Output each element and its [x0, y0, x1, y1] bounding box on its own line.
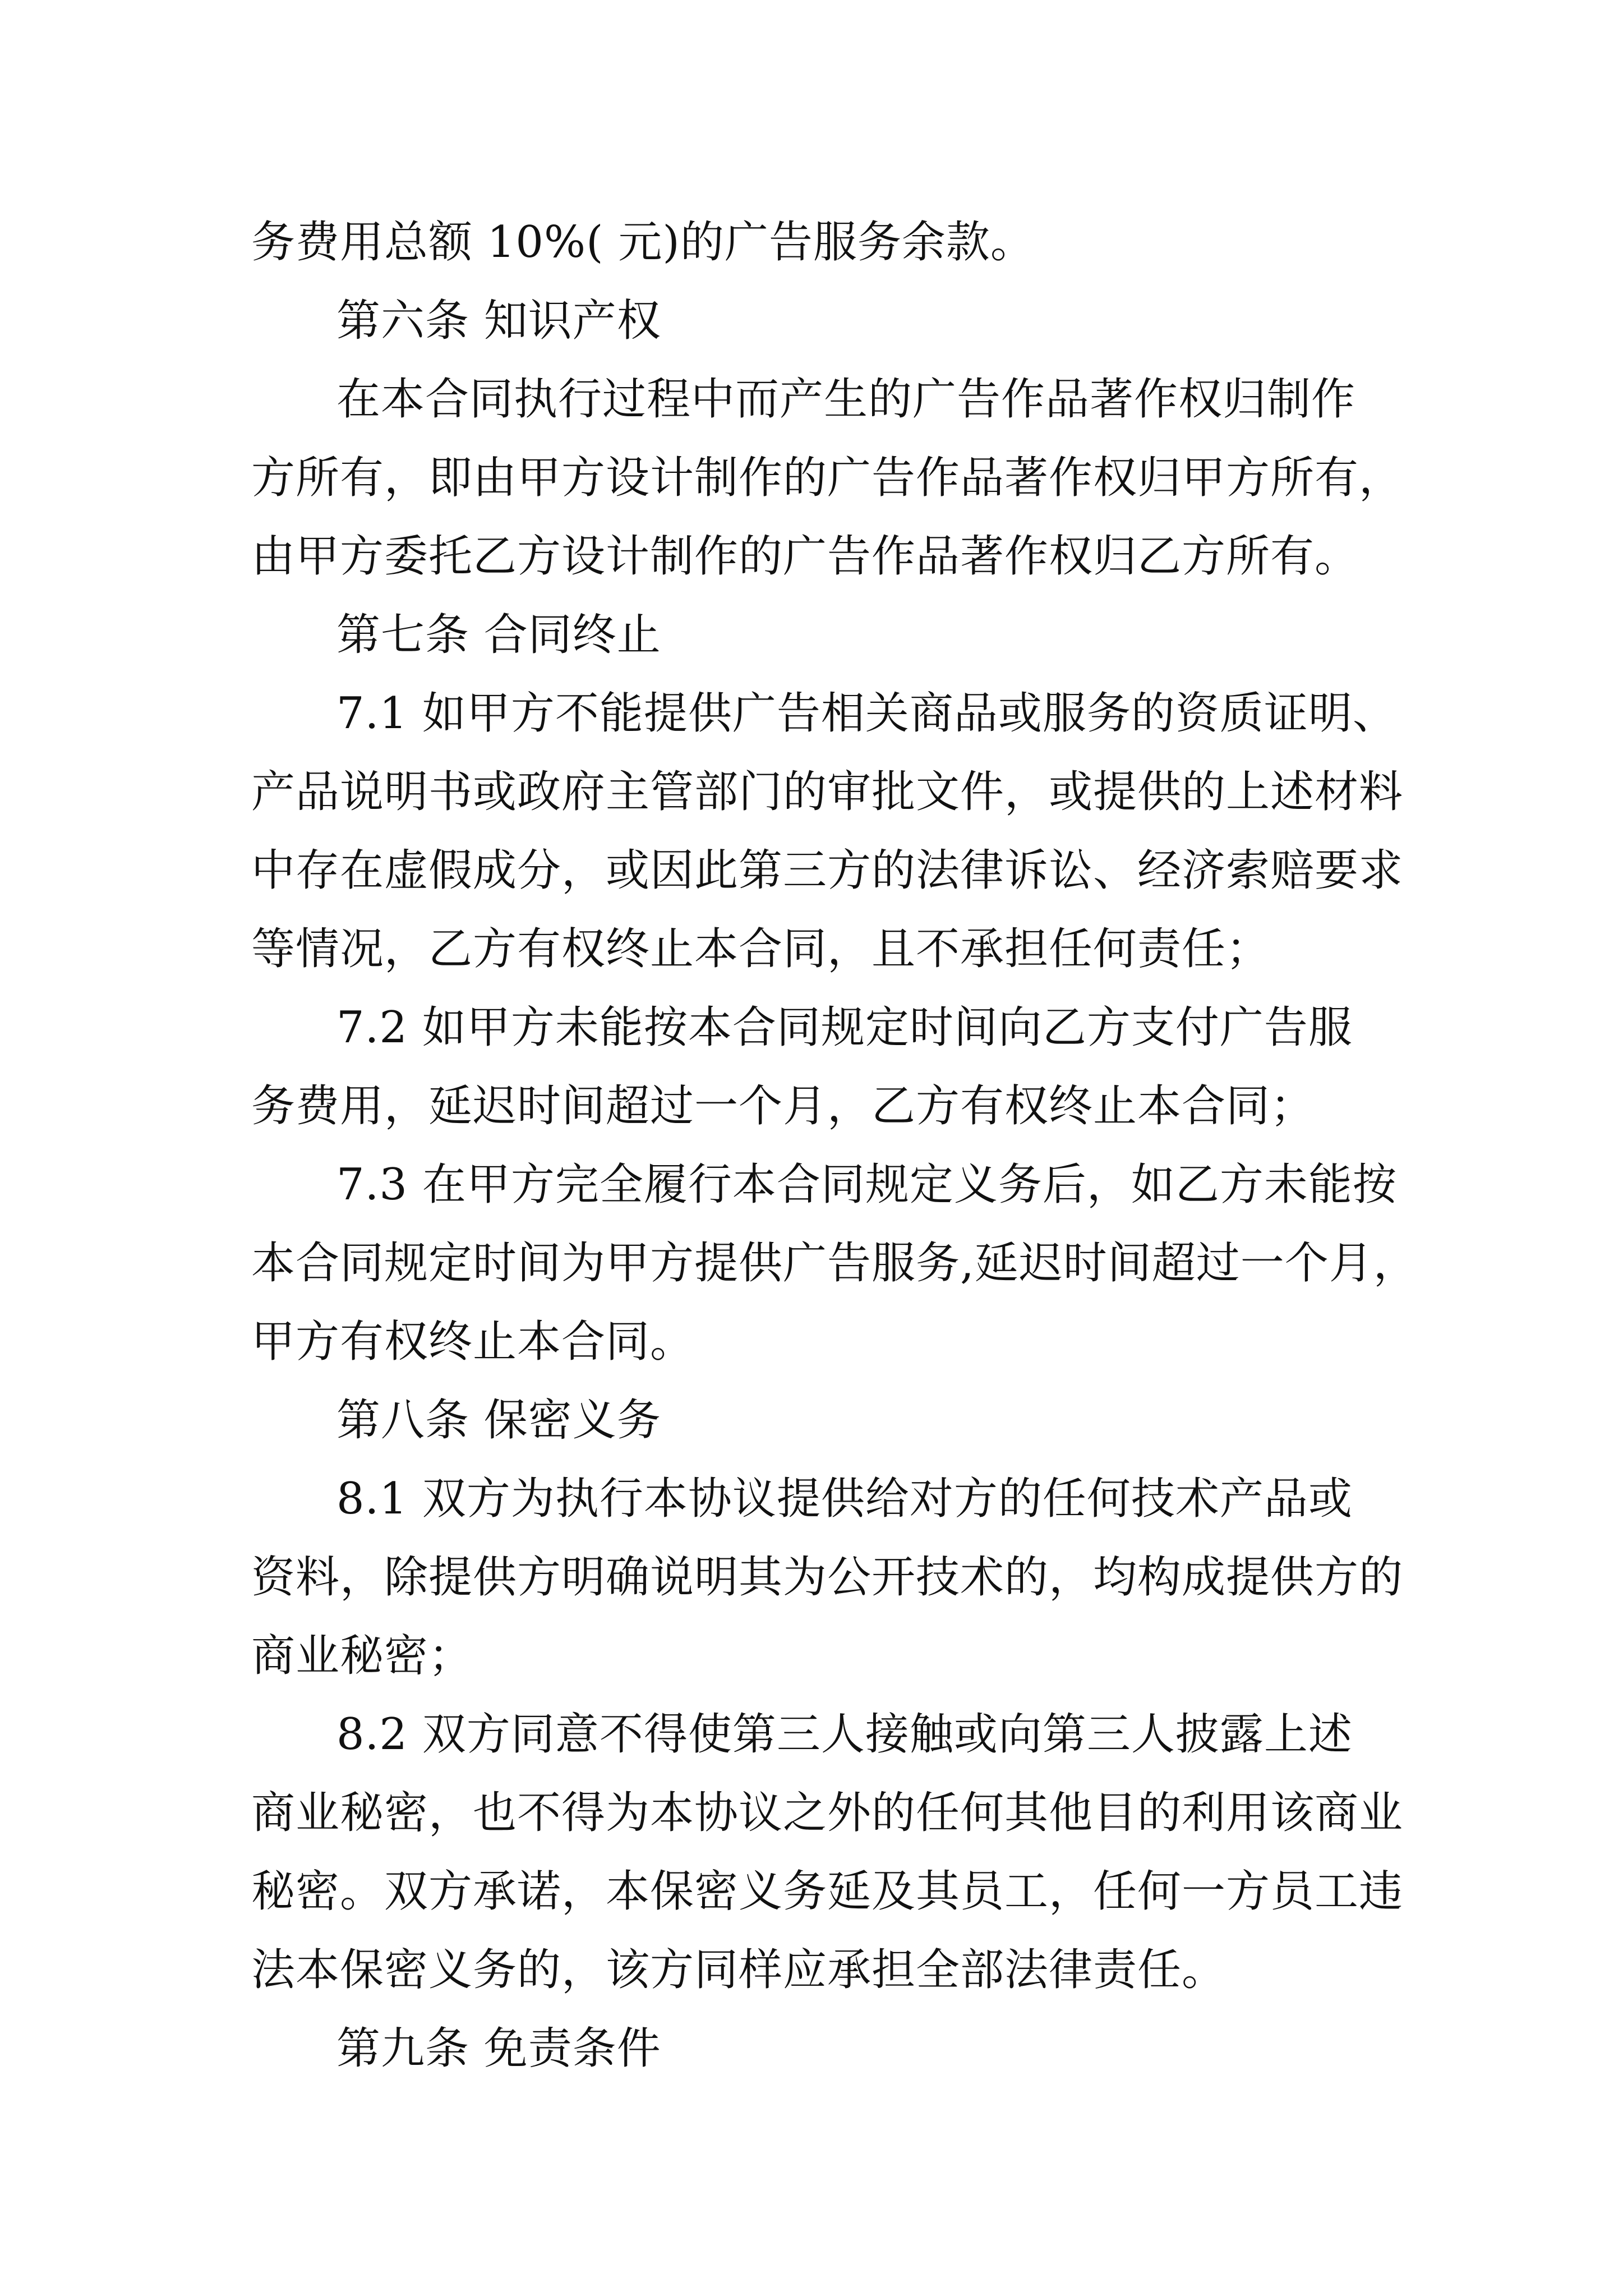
section-heading: 第七条 合同终止 — [336, 610, 661, 660]
text-line: 中存在虚假成分，或因此第三方的法律诉讼、经济索赔要求 — [251, 845, 1404, 896]
section-heading: 第八条 保密义务 — [336, 1395, 661, 1446]
text-line: 7.3 在甲方完全履行本合同规定义务后，如乙方未能按 — [336, 1159, 1397, 1210]
text-line: 8.1 双方为执行本协议提供给对方的任何技术产品或 — [336, 1474, 1353, 1524]
text-line: 7.2 如甲方未能按本合同规定时间向乙方支付广告服 — [336, 1002, 1353, 1053]
text-line: 产品说明书或政府主管部门的审批文件，或提供的上述材料 — [251, 767, 1404, 817]
text-line: 务费用，延迟时间超过一个月，乙方有权终止本合同； — [251, 1081, 1315, 1131]
text-line: 商业秘密，也不得为本协议之外的任何其他目的利用该商业 — [251, 1788, 1404, 1838]
text-line: 8.2 双方同意不得使第三人接触或向第三人披露上述 — [336, 1709, 1353, 1760]
text-line: 秘密。双方承诺，本保密义务延及其员工，任何一方员工违 — [251, 1866, 1404, 1917]
text-line: 法本保密义务的，该方同样应承担全部法律责任。 — [251, 1945, 1227, 1995]
text-line: 由甲方委托乙方设计制作的广告作品著作权归乙方所有。 — [251, 531, 1359, 582]
text-line: 7.1 如甲方不能提供广告相关商品或服务的资质证明、 — [336, 688, 1397, 739]
text-line: 资料，除提供方明确说明其为公开技术的，均构成提供方的 — [251, 1552, 1404, 1603]
text-line: 甲方有权终止本合同。 — [251, 1317, 695, 1367]
section-heading: 第六条 知识产权 — [336, 296, 661, 346]
text-line: 等情况，乙方有权终止本合同，且不承担任何责任； — [251, 924, 1271, 974]
text-line: 方所有，即由甲方设计制作的广告作品著作权归甲方所有， — [251, 453, 1404, 503]
text-line: 商业秘密； — [251, 1631, 473, 1681]
section-heading: 第九条 免责条件 — [336, 2023, 661, 2074]
text-line: 在本合同执行过程中而产生的广告作品著作权归制作 — [336, 374, 1356, 425]
text-line: 本合同规定时间为甲方提供广告服务,延迟时间超过一个月， — [251, 1238, 1418, 1289]
text-line: 务费用总额 10%( 元)的广告服务余款。 — [251, 217, 1035, 268]
